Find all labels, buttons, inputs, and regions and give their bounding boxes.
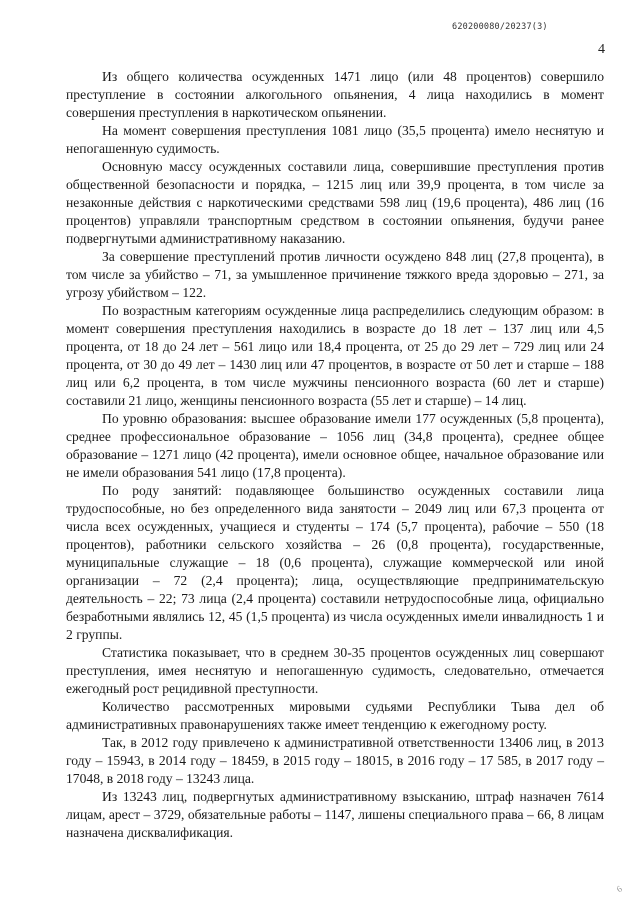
paragraph-recidivism: Статистика показывает, что в среднем 30-35 процентов осужденных лиц совершают преступления, имея неснятую и непогашенную судимость, следовательно, отмечается ежегодный рост рецидивной преступности.: [66, 645, 604, 696]
paragraph-admin-yearly: Так, в 2012 году привлечено к административной ответственности 13406 лиц, в 2013 году – 15943, в 2014 году – 18459, в 2015 году – 18015, в 2016 году – 17 585, в 2017 году – 17048, в 2018 году – 13243 лица.: [66, 735, 604, 786]
paragraph-admin-cases: Количество рассмотренных мировыми судьями Республики Тыва дел об административных правонарушениях также имеет тенденцию к ежегодному росту.: [66, 699, 604, 732]
document-body: [66, 68, 604, 842]
paragraph-alcohol-stats: Из общего количества осужденных 1471 лицо (или 48 процентов) совершило преступление в состоянии алкогольного опьянения, 4 лица находились в момент совершения преступления в наркотическом опьянении.: [66, 69, 604, 120]
paragraph-education: По уровню образования: высшее образование имели 177 осужденных (5,8 процента), среднее профессиональное образование – 1056 лиц (34,8 процента), среднее общее образование – 1271 лицо (42 процента), имели основное общее, начальное образование или не имели образования 541 лицо (17,8 процента).: [66, 411, 604, 480]
paragraph-public-safety: Основную массу осужденных составили лица, совершившие преступления против общественной безопасности и порядка, – 1215 лиц или 39,9 процента, в том числе за незаконные действия с наркотическими средствами 598 лиц (19,6 процента), 486 лиц (16 процентов) управляли транспортным средством в состоянии опьянения, будучи ранее подвергнутыми административному наказанию.: [66, 159, 604, 246]
paragraph-prior-conviction: На момент совершения преступления 1081 лицо (35,5 процента) имело неснятую и непогашенную судимость.: [66, 123, 604, 156]
page-number: 4: [598, 42, 605, 57]
corner-mark: 6: [614, 883, 624, 895]
paragraph-admin-penalties: Из 13243 лиц, подвергнутых административному взысканию, штраф назначен 7614 лицам, арест – 3729, обязательные работы – 1147, лишены специального права – 66, 8 лицам назначена дисквалификация.: [66, 789, 604, 840]
document-id: 620200080/20237(3): [452, 22, 548, 32]
paragraph-age-categories: По возрастным категориям осужденные лица распределились следующим образом: в момент совершения преступления находились в возрасте до 18 лет – 137 лиц или 4,5 процента, от 18 до 24 лет – 561 лицо или 18,4 процента, от 25 до 29 лет – 729 лиц или 24 процента, от 30 до 49 лет – 1430 лиц или 47 процентов, в возрасте от 50 лет и старше – 188 лиц или 6,2 процента, в том числе мужчины пенсионного возраста (60 лет и старше) составили 21 лицо, женщины пенсионного возраста (55 лет и старше) – 14 лиц.: [66, 303, 604, 408]
paragraph-crimes-against-person: За совершение преступлений против личности осуждено 848 лиц (27,8 процента), в том числе за убийство – 71, за умышленное причинение тяжкого вреда здоровью – 271, за угрозу убийством – 122.: [66, 249, 604, 300]
paragraph-occupation: По роду занятий: подавляющее большинство осужденных составили лица трудоспособные, но без определенного вида занятости – 2049 лиц или 67,3 процента от числа всех осужденных, учащиеся и студенты – 174 (5,7 процента), рабочие – 550 (18 процентов), работники сельского хозяйства – 26 (0,8 процента), государственные, муниципальные служащие – 18 (0,6 процента), служащие коммерческой или иной организации – 72 (2,4 процента); лица, осуществляющие предпринимательскую деятельность – 22; 73 лица (2,4 процента) составили нетрудоспособные лица, официально безработными являлись 12, 45 (1,5 процента) из числа осужденных имели инвалидность 1 и 2 группы.: [66, 483, 604, 642]
